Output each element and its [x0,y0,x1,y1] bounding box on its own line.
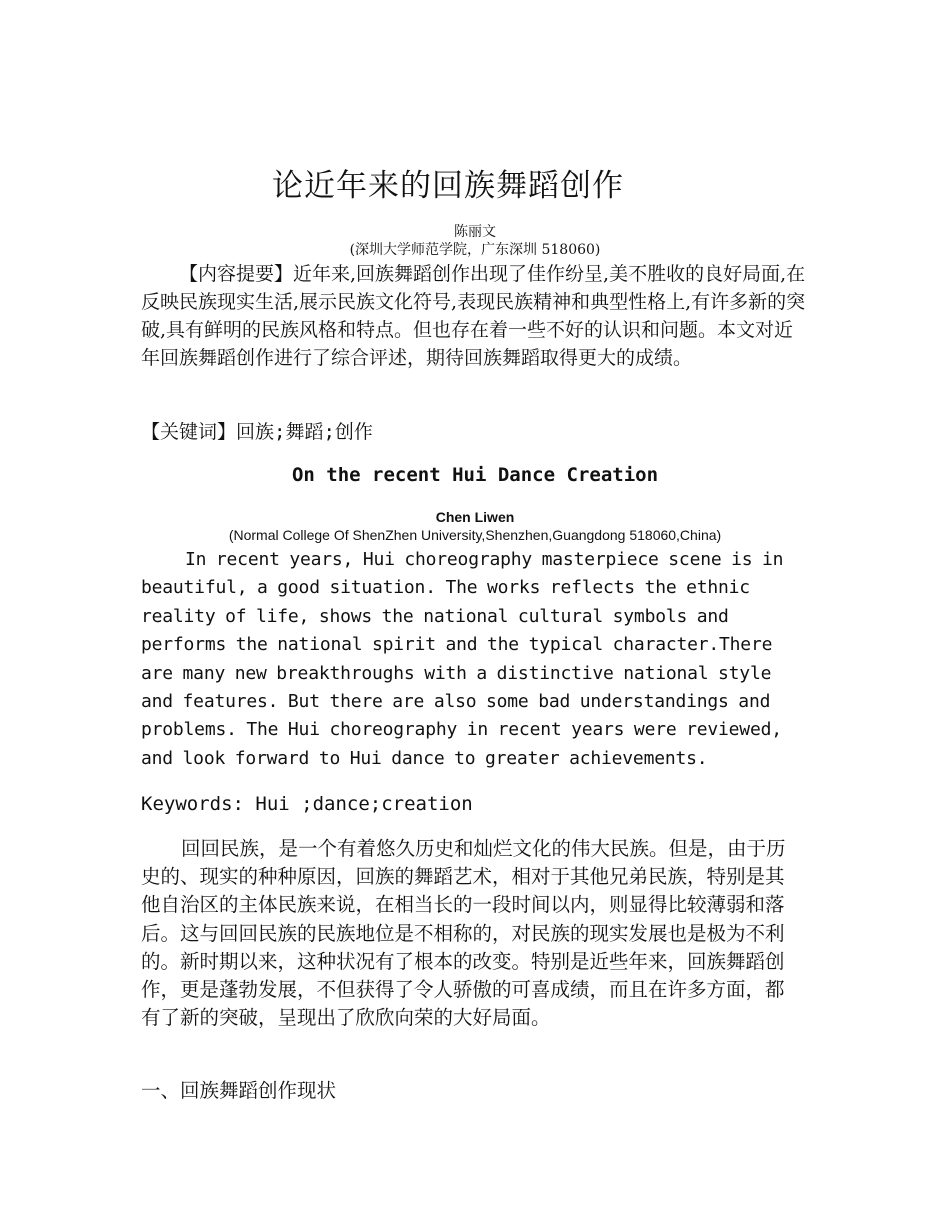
abstract-label-cn: 【内容提要】 [179,263,294,285]
author-affiliation-cn: (深圳大学师范学院，广东深圳 518060) [349,242,601,258]
abstract-cn [141,260,811,372]
document-title-en: On the recent Hui Dance Creation [291,464,659,486]
section-heading: 一、回族舞蹈创作现状 [141,1079,337,1102]
abstract-text-cn: 近年来,回族舞蹈创作出现了佳作纷呈,美不胜收的良好局面,在反映民族现实生活,展示民族文化符号,表现民族精神和典型性格上,有许多新的突破,具有鲜明的民族风格和特点。但也存在着一些不好的认识和问题。本文对近年回族舞蹈创作进行了综合评述，期待回族舞蹈取得更大的成绩。 [141,263,806,369]
keywords-en: Keywords: Hui ;dance;creation [141,793,473,815]
document-title-cn: 论近年来的回族舞蹈创作 [272,168,624,204]
body-paragraph-cn: 回回民族，是一个有着悠久历史和灿烂文化的伟大民族。但是，由于历史的、现实的种种原因，回族的舞蹈艺术，相对于其他兄弟民族，特别是其他自治区的主体民族来说，在相当长的一段时间以内，则显得比较薄弱和落后。这与回回民族的民族地位是不相称的，对民族的现实发展也是极为不利的。新时期以来，这种状况有了根本的改变。特别是近些年来，回族舞蹈创作，更是蓬勃发展，不但获得了令人骄傲的可喜成绩，而且在许多方面，都有了新的突破，呈现出了欣欣向荣的大好局面。 [141,837,786,1030]
keywords-cn: 【关键词】回族;舞蹈;创作 [141,421,373,443]
author-name-cn: 陈丽文 [454,224,496,240]
abstract-en: In recent years, Hui choreography masterpiece scene is in beautiful, a good situation. The works reflects the ethnic reality of life, shows the national cultural symbols and performs the national spirit and the typical character.There are many new breakthroughs with a distinctive national style and features. But there are also some bad understandings and problems. The Hui choreography in recent years were reviewed, and look forward to Hui dance to greater achievements. [141,549,784,769]
author-affiliation-en: (Normal College Of ShenZhen University,Shenzhen,Guangdong 518060,China) [228,527,722,543]
author-name-en: Chen Liwen [435,509,515,525]
